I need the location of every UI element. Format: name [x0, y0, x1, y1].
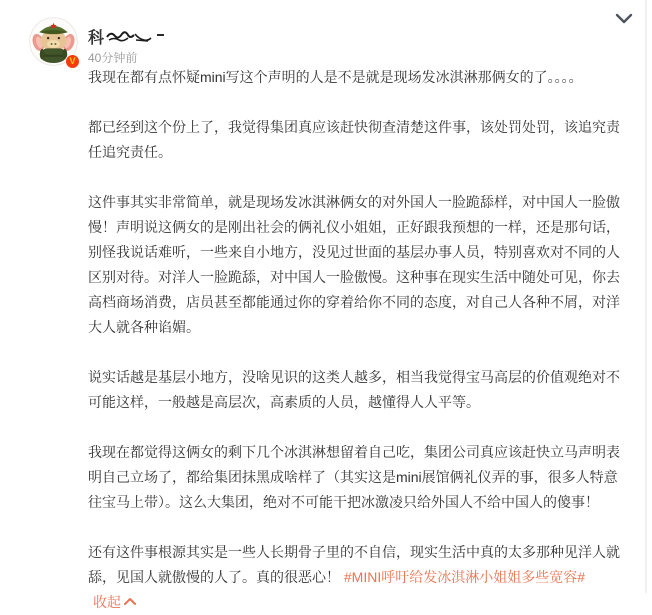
post-paragraph: 这件事其实非常简单，就是现场发冰淇淋俩女的对外国人一脸跪舔样，对中国人一脸傲慢！声明说这俩女的是刚出社会的俩礼仪小姐姐，正好跟我预想的一样，还是那句话，别怪我说话难听，一些来自小地方，没见过世面的基层办事人员，特别喜欢对不同的人区别对待。对洋人一脸跪舔，对中国人一脸傲慢。这种事在现实生活中随处可见，你去高档商场消费，店员甚至都能通过你的穿着给你不同的态度，对自己人各种不屑，对洋大人就各种谄媚。	[88, 194, 620, 335]
post-paragraph: 说实话越是基层小地方，没啥见识的这类人越多，相当我觉得宝马高层的价值观绝对不可能这样，一般越是高层次，高素质的人员，越懂得人人平等。	[88, 369, 620, 410]
post-paragraph: 我现在都觉得这俩女的剩下几个冰淇淋想留着自己吃，集团公司真应该赶快立马声明表明自己立场了，都给集团抹黑成啥样了（其实这是mini展馆俩礼仪弄的事，很多人特意往宝马上带）。这么大集团，绝对不可能干把冰激凌只给外国人不给中国人的傻事！	[88, 444, 620, 510]
right-edge-divider	[645, 0, 647, 593]
post-timestamp: 40分钟前	[88, 51, 138, 65]
post-body	[88, 65, 623, 615]
post-paragraph: 我现在都有点怀疑mini写这个声明的人是不是就是现场发冰淇淋那俩女的了。。。。	[88, 69, 583, 85]
post-paragraph-last	[88, 540, 623, 615]
avatar[interactable]	[29, 17, 78, 66]
verified-v-badge: V	[65, 54, 80, 69]
post-text: 还有这件事根源其实是一些人长期骨子里的不自信，现实生活中真的太多那种见洋人就舔，见国人就傲慢的人了。真的很恶心！	[88, 544, 620, 585]
collapse-label: 收起	[93, 594, 121, 610]
collapse-link[interactable]	[93, 594, 137, 610]
author-name-visible: 科	[88, 29, 105, 47]
redacted-name-scribble	[105, 28, 167, 44]
author-name[interactable]	[88, 26, 167, 46]
post-paragraph: 都已经到这个份上了，我觉得集团真应该赶快彻查清楚这件事，该处罚处罚，该追究责任追究责任。	[88, 119, 620, 160]
hashtag-link[interactable]: #MINI呼吁给发冰淇淋小姐姐多些宽容#	[343, 569, 586, 585]
chevron-up-icon	[123, 597, 137, 606]
chevron-down-icon[interactable]	[614, 12, 634, 26]
